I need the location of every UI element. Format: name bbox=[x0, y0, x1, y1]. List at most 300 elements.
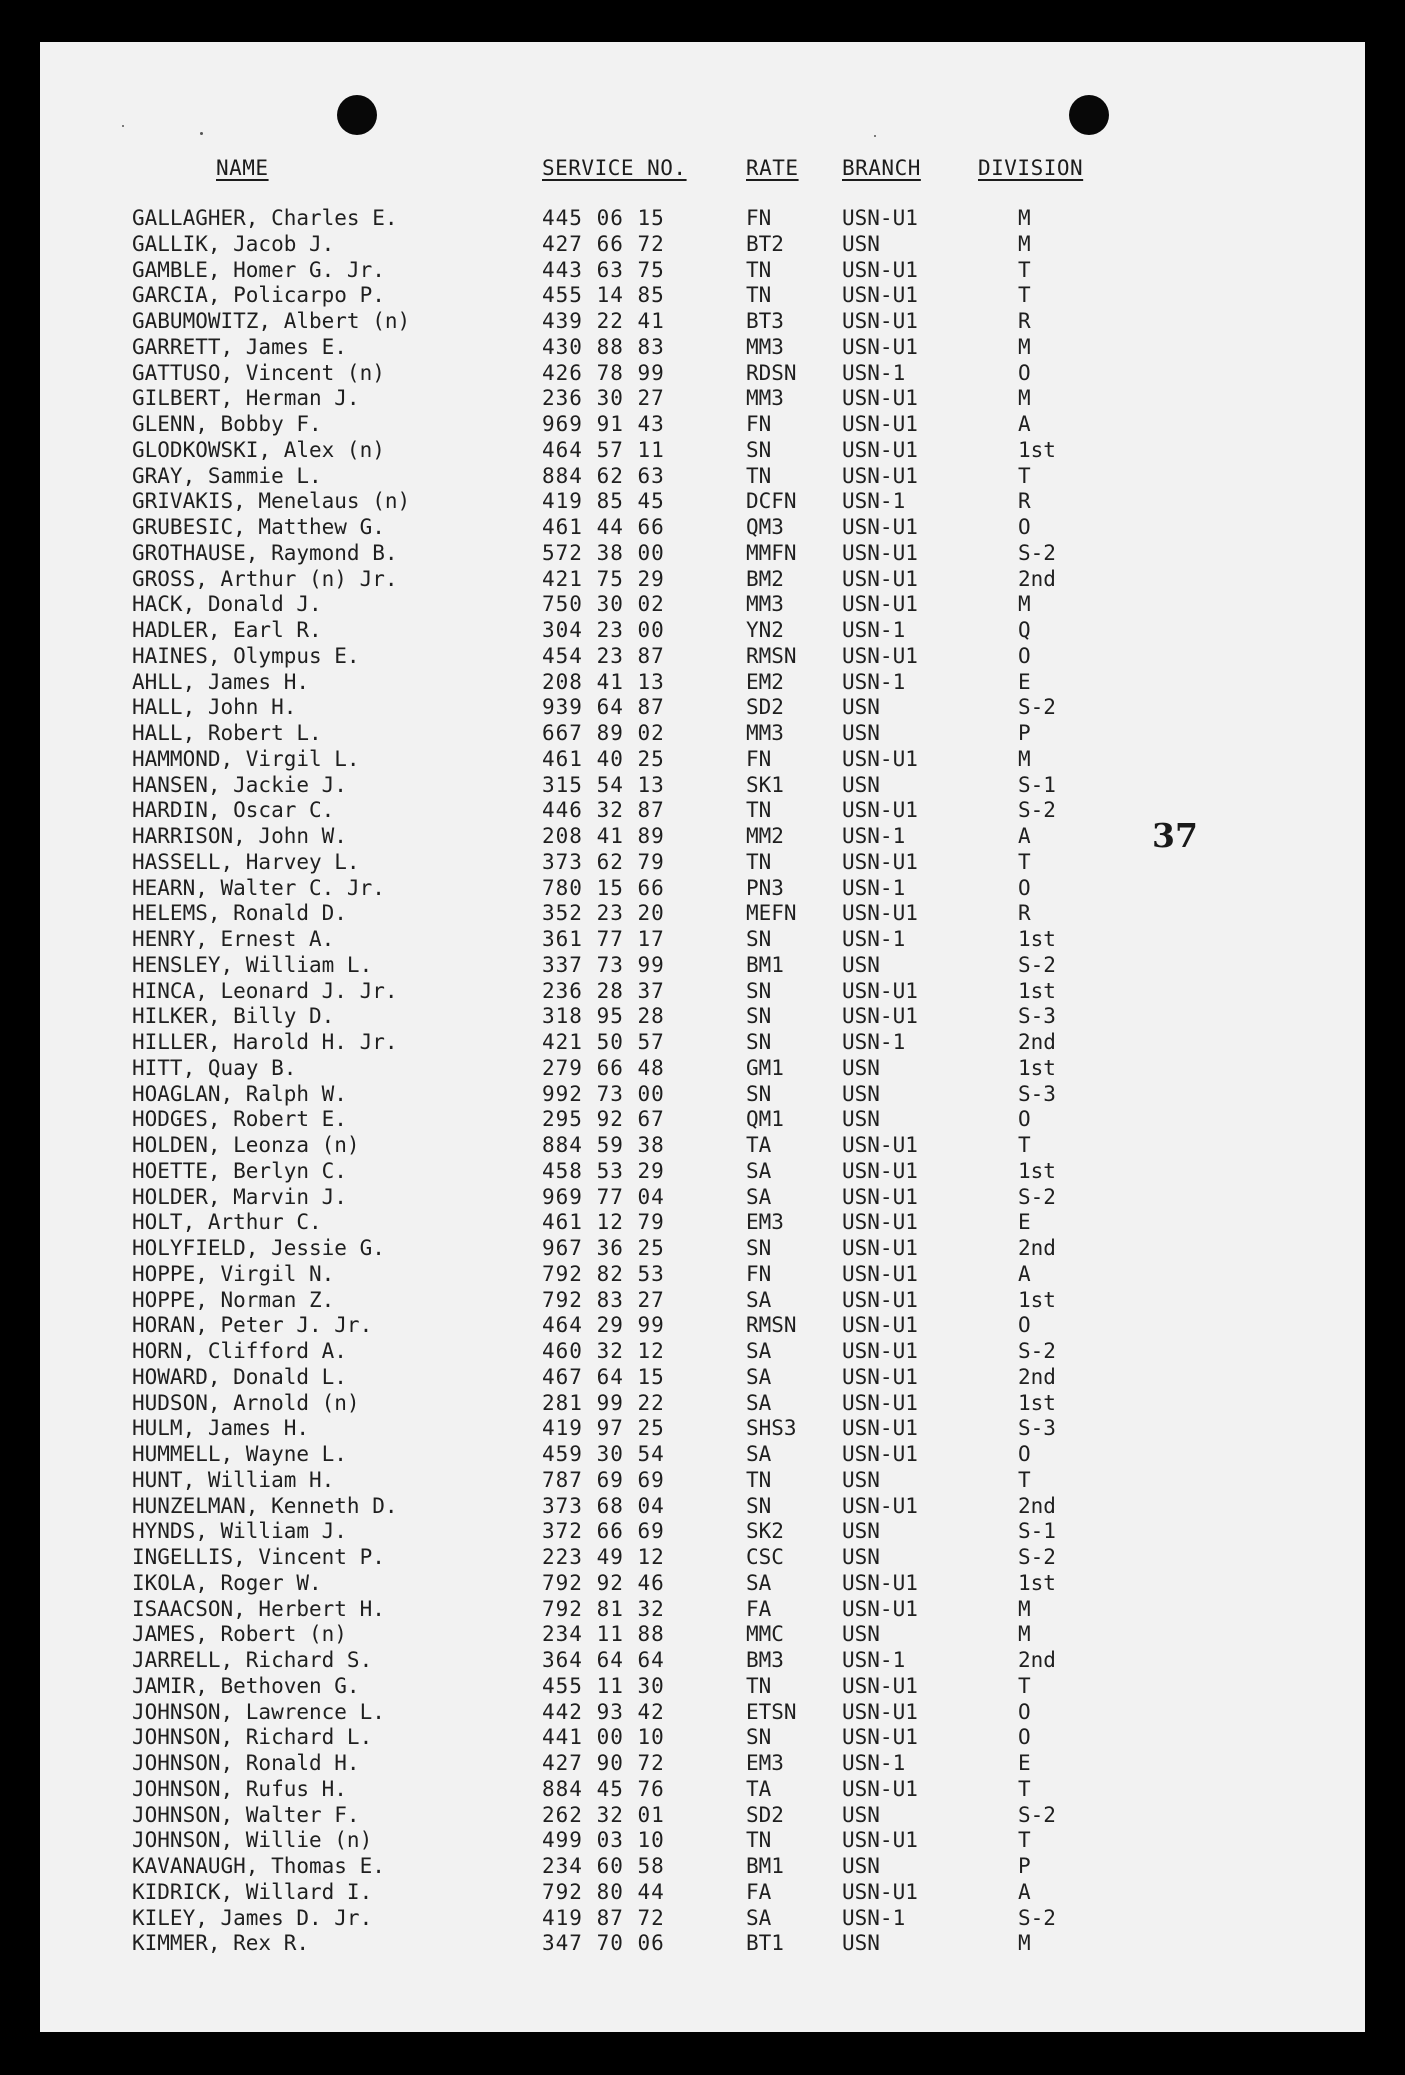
branch-code: USN-1 bbox=[842, 875, 906, 900]
division-code: O bbox=[1018, 1725, 1031, 1750]
service-number: 208 41 13 bbox=[542, 669, 665, 694]
header-service-no: SERVICE NO. bbox=[542, 156, 687, 180]
rate-code: TN bbox=[746, 849, 772, 874]
sailor-name: HILLER, Harold H. Jr. bbox=[132, 1030, 398, 1054]
division-code: A bbox=[1018, 824, 1031, 848]
sailor-name: KIDRICK, Willard I. bbox=[132, 1879, 373, 1904]
division-code: 1st bbox=[1018, 927, 1056, 951]
rate-code: SN bbox=[746, 1493, 772, 1518]
rate-code: EM2 bbox=[746, 669, 784, 694]
branch-code: USN-U1 bbox=[842, 849, 918, 874]
rate-code: FA bbox=[746, 1596, 772, 1621]
branch-code: USN-U1 bbox=[842, 1339, 918, 1363]
rate-code: SA bbox=[746, 1364, 772, 1389]
branch-code: USN-U1 bbox=[842, 463, 918, 488]
rate-code: TN bbox=[746, 463, 772, 488]
rate-code: TN bbox=[746, 283, 772, 308]
division-code: 1st bbox=[1018, 437, 1056, 462]
branch-code: USN-1 bbox=[842, 927, 906, 951]
sailor-name: HITT, Quay B. bbox=[132, 1055, 297, 1080]
service-number: 458 53 29 bbox=[542, 1158, 665, 1183]
division-code: S-2 bbox=[1018, 1184, 1056, 1209]
rate-code: EM3 bbox=[746, 1751, 784, 1775]
branch-code: USN-U1 bbox=[842, 1673, 918, 1698]
division-code: M bbox=[1018, 1622, 1031, 1647]
header-rate: RATE bbox=[746, 156, 799, 180]
branch-code: USN bbox=[842, 1055, 880, 1080]
punch-hole bbox=[1069, 95, 1109, 135]
roster-row bbox=[40, 309, 1365, 335]
roster-row bbox=[40, 1339, 1365, 1365]
branch-code: USN-U1 bbox=[842, 437, 918, 462]
service-number: 459 30 54 bbox=[542, 1442, 665, 1466]
service-number: 884 62 63 bbox=[542, 463, 665, 488]
rate-code: GM1 bbox=[746, 1055, 784, 1080]
rate-code: FN bbox=[746, 206, 772, 230]
service-number: 315 54 13 bbox=[542, 772, 665, 797]
sailor-name: JOHNSON, Lawrence L. bbox=[132, 1699, 385, 1724]
branch-code: USN-1 bbox=[842, 824, 906, 848]
punch-hole bbox=[337, 95, 377, 135]
service-number: 455 11 30 bbox=[542, 1673, 665, 1698]
paper-speck bbox=[122, 125, 124, 127]
sailor-name: HAMMOND, Virgil L. bbox=[132, 746, 360, 771]
roster-row bbox=[40, 1854, 1365, 1880]
sailor-name: JOHNSON, Walter F. bbox=[132, 1802, 360, 1827]
branch-code: USN-U1 bbox=[842, 1725, 918, 1750]
rate-code: SK2 bbox=[746, 1519, 784, 1544]
rate-code: SA bbox=[746, 1287, 772, 1312]
sailor-name: HOAGLAN, Ralph W. bbox=[132, 1081, 347, 1106]
rate-code: EM3 bbox=[746, 1210, 784, 1235]
division-code: T bbox=[1018, 1673, 1031, 1698]
roster-row bbox=[40, 644, 1365, 670]
branch-code: USN-U1 bbox=[842, 540, 918, 565]
sailor-name: HUNZELMAN, Kenneth D. bbox=[132, 1493, 398, 1518]
sailor-name: GAMBLE, Homer G. Jr. bbox=[132, 257, 385, 282]
branch-code: USN-U1 bbox=[842, 206, 918, 230]
sailor-name: KAVANAUGH, Thomas E. bbox=[132, 1854, 385, 1878]
service-number: 792 83 27 bbox=[542, 1287, 665, 1312]
division-code: R bbox=[1018, 489, 1031, 514]
roster-row bbox=[40, 361, 1365, 387]
division-code: S-1 bbox=[1018, 1519, 1056, 1544]
division-code: 1st bbox=[1018, 1055, 1056, 1080]
sailor-name: HOWARD, Donald L. bbox=[132, 1364, 347, 1389]
service-number: 281 99 22 bbox=[542, 1390, 665, 1415]
sailor-name: HUNT, William H. bbox=[132, 1467, 335, 1492]
sailor-name: GABUMOWITZ, Albert (n) bbox=[132, 309, 411, 333]
sailor-name: GROTHAUSE, Raymond B. bbox=[132, 540, 398, 565]
roster-row bbox=[40, 335, 1365, 361]
rate-code: TN bbox=[746, 257, 772, 282]
service-number: 441 00 10 bbox=[542, 1725, 665, 1750]
rate-code: SN bbox=[746, 1236, 772, 1260]
branch-code: USN-1 bbox=[842, 618, 906, 642]
service-number: 295 92 67 bbox=[542, 1107, 665, 1132]
roster-row bbox=[40, 567, 1365, 593]
division-code: S-1 bbox=[1018, 772, 1056, 797]
rate-code: SD2 bbox=[746, 1802, 784, 1827]
service-number: 787 69 69 bbox=[542, 1467, 665, 1492]
service-number: 279 66 48 bbox=[542, 1055, 665, 1080]
branch-code: USN-U1 bbox=[842, 1776, 918, 1801]
rate-code: SN bbox=[746, 1081, 772, 1106]
sailor-name: HADLER, Earl R. bbox=[132, 618, 322, 642]
service-number: 419 85 45 bbox=[542, 489, 665, 514]
service-number: 234 11 88 bbox=[542, 1622, 665, 1647]
roster-row bbox=[40, 618, 1365, 644]
service-number: 430 88 83 bbox=[542, 334, 665, 359]
service-number: 223 49 12 bbox=[542, 1545, 665, 1569]
branch-code: USN-U1 bbox=[842, 309, 918, 333]
branch-code: USN-U1 bbox=[842, 798, 918, 823]
roster-row bbox=[40, 747, 1365, 773]
division-code: S-3 bbox=[1018, 1081, 1056, 1106]
branch-code: USN-U1 bbox=[842, 1261, 918, 1286]
sailor-name: HULM, James H. bbox=[132, 1416, 310, 1441]
division-code: A bbox=[1018, 1261, 1031, 1286]
rate-code: TA bbox=[746, 1133, 772, 1157]
roster-row bbox=[40, 1571, 1365, 1597]
service-number: 446 32 87 bbox=[542, 798, 665, 823]
service-number: 304 23 00 bbox=[542, 618, 665, 642]
branch-code: USN bbox=[842, 1107, 880, 1132]
roster-row bbox=[40, 773, 1365, 799]
rate-code: SN bbox=[746, 1725, 772, 1750]
division-code: S-2 bbox=[1018, 1905, 1056, 1930]
division-code: S-2 bbox=[1018, 695, 1056, 720]
service-number: 884 45 76 bbox=[542, 1776, 665, 1801]
branch-code: USN-U1 bbox=[842, 592, 918, 617]
service-number: 364 64 64 bbox=[542, 1648, 665, 1672]
rate-code: MM3 bbox=[746, 334, 784, 359]
rate-code: BT3 bbox=[746, 309, 784, 333]
division-code: S-2 bbox=[1018, 1802, 1056, 1827]
sailor-name: HORAN, Peter J. Jr. bbox=[132, 1313, 373, 1338]
roster-row bbox=[40, 670, 1365, 696]
roster-row bbox=[40, 1082, 1365, 1108]
rate-code: MMFN bbox=[746, 540, 797, 565]
service-number: 337 73 99 bbox=[542, 952, 665, 977]
branch-code: USN bbox=[842, 1931, 880, 1956]
branch-code: USN bbox=[842, 721, 880, 745]
branch-code: USN-1 bbox=[842, 1030, 906, 1054]
rate-code: SN bbox=[746, 978, 772, 1003]
branch-code: USN-1 bbox=[842, 360, 906, 385]
division-code: M bbox=[1018, 206, 1031, 230]
rate-code: BM2 bbox=[746, 566, 784, 591]
roster-row bbox=[40, 438, 1365, 464]
roster-row bbox=[40, 953, 1365, 979]
branch-code: USN-U1 bbox=[842, 1493, 918, 1518]
roster-row bbox=[40, 1004, 1365, 1030]
rate-code: RMSN bbox=[746, 1313, 797, 1338]
division-code: T bbox=[1018, 1133, 1031, 1157]
service-number: 969 91 43 bbox=[542, 412, 665, 436]
service-number: 372 66 69 bbox=[542, 1519, 665, 1544]
sailor-name: JAMES, Robert (n) bbox=[132, 1622, 347, 1647]
branch-code: USN-U1 bbox=[842, 1287, 918, 1312]
roster-row bbox=[40, 541, 1365, 567]
division-code: O bbox=[1018, 1313, 1031, 1338]
sailor-name: JOHNSON, Ronald H. bbox=[132, 1751, 360, 1775]
roster-row bbox=[40, 1803, 1365, 1829]
roster-row bbox=[40, 1442, 1365, 1468]
rate-code: TN bbox=[746, 1673, 772, 1698]
division-code: O bbox=[1018, 1442, 1031, 1466]
roster-row bbox=[40, 1519, 1365, 1545]
roster-row bbox=[40, 283, 1365, 309]
division-code: O bbox=[1018, 875, 1031, 900]
division-code: 2nd bbox=[1018, 1648, 1056, 1672]
division-code: A bbox=[1018, 1879, 1031, 1904]
branch-code: USN-1 bbox=[842, 1751, 906, 1775]
sailor-name: HOLDEN, Leonza (n) bbox=[132, 1133, 360, 1157]
rate-code: BM1 bbox=[746, 1854, 784, 1878]
division-code: T bbox=[1018, 849, 1031, 874]
branch-code: USN bbox=[842, 1802, 880, 1827]
roster-row bbox=[40, 876, 1365, 902]
sailor-name: GRAY, Sammie L. bbox=[132, 463, 322, 488]
rate-code: SHS3 bbox=[746, 1416, 797, 1441]
division-code: M bbox=[1018, 746, 1031, 771]
branch-code: USN-U1 bbox=[842, 978, 918, 1003]
roster-row bbox=[40, 1107, 1365, 1133]
service-number: 208 41 89 bbox=[542, 824, 665, 848]
rate-code: MM3 bbox=[746, 592, 784, 617]
division-code: 1st bbox=[1018, 978, 1056, 1003]
division-code: S-3 bbox=[1018, 1416, 1056, 1441]
service-number: 499 03 10 bbox=[542, 1828, 665, 1853]
branch-code: USN-U1 bbox=[842, 515, 918, 539]
branch-code: USN-U1 bbox=[842, 1442, 918, 1466]
branch-code: USN-U1 bbox=[842, 1184, 918, 1209]
division-code: S-2 bbox=[1018, 952, 1056, 977]
rate-code: SN bbox=[746, 437, 772, 462]
sailor-name: HALL, Robert L. bbox=[132, 721, 322, 745]
branch-code: USN-1 bbox=[842, 489, 906, 514]
roster-row bbox=[40, 1597, 1365, 1623]
sailor-name: JOHNSON, Richard L. bbox=[132, 1725, 373, 1750]
service-number: 352 23 20 bbox=[542, 901, 665, 926]
service-number: 347 70 06 bbox=[542, 1931, 665, 1956]
rate-code: RDSN bbox=[746, 360, 797, 385]
sailor-name: HOLT, Arthur C. bbox=[132, 1210, 322, 1235]
sailor-name: GLENN, Bobby F. bbox=[132, 412, 322, 436]
division-code: T bbox=[1018, 463, 1031, 488]
rate-code: SD2 bbox=[746, 695, 784, 720]
service-number: 445 06 15 bbox=[542, 206, 665, 230]
sailor-name: HODGES, Robert E. bbox=[132, 1107, 347, 1132]
sailor-name: HALL, John H. bbox=[132, 695, 297, 720]
paper-speck bbox=[874, 135, 876, 137]
division-code: 2nd bbox=[1018, 566, 1056, 591]
branch-code: USN bbox=[842, 1519, 880, 1544]
rate-code: SK1 bbox=[746, 772, 784, 797]
roster-row bbox=[40, 1313, 1365, 1339]
service-number: 373 62 79 bbox=[542, 849, 665, 874]
rate-code: SA bbox=[746, 1905, 772, 1930]
service-number: 427 66 72 bbox=[542, 231, 665, 256]
sailor-name: HOETTE, Berlyn C. bbox=[132, 1158, 347, 1183]
service-number: 780 15 66 bbox=[542, 875, 665, 900]
branch-code: USN bbox=[842, 1545, 880, 1569]
rate-code: FN bbox=[746, 746, 772, 771]
service-number: 236 30 27 bbox=[542, 386, 665, 411]
service-number: 426 78 99 bbox=[542, 360, 665, 385]
roster-list bbox=[40, 206, 1365, 1957]
branch-code: USN-U1 bbox=[842, 1313, 918, 1338]
branch-code: USN bbox=[842, 1081, 880, 1106]
roster-row bbox=[40, 1365, 1365, 1391]
roster-row bbox=[40, 721, 1365, 747]
service-number: 460 32 12 bbox=[542, 1339, 665, 1363]
rate-code: BM1 bbox=[746, 952, 784, 977]
branch-code: USN bbox=[842, 952, 880, 977]
rate-code: MM2 bbox=[746, 824, 784, 848]
page-number: 37 bbox=[1152, 816, 1198, 855]
rate-code: BM3 bbox=[746, 1648, 784, 1672]
service-number: 234 60 58 bbox=[542, 1854, 665, 1878]
branch-code: USN-U1 bbox=[842, 1596, 918, 1621]
service-number: 792 92 46 bbox=[542, 1570, 665, 1595]
rate-code: FN bbox=[746, 412, 772, 436]
roster-row bbox=[40, 1468, 1365, 1494]
roster-row bbox=[40, 1751, 1365, 1777]
division-code: M bbox=[1018, 592, 1031, 617]
roster-row bbox=[40, 1494, 1365, 1520]
division-code: 2nd bbox=[1018, 1493, 1056, 1518]
division-code: T bbox=[1018, 1828, 1031, 1853]
sailor-name: HINCA, Leonard J. Jr. bbox=[132, 978, 398, 1003]
branch-code: USN-U1 bbox=[842, 1390, 918, 1415]
rate-code: QM3 bbox=[746, 515, 784, 539]
sailor-name: HOPPE, Virgil N. bbox=[132, 1261, 335, 1286]
division-code: 1st bbox=[1018, 1570, 1056, 1595]
sailor-name: HEARN, Walter C. Jr. bbox=[132, 875, 385, 900]
sailor-name: GRUBESIC, Matthew G. bbox=[132, 515, 385, 539]
division-code: O bbox=[1018, 1699, 1031, 1724]
sailor-name: HUDSON, Arnold (n) bbox=[132, 1390, 360, 1415]
division-code: P bbox=[1018, 721, 1031, 745]
roster-row bbox=[40, 1545, 1365, 1571]
roster-row bbox=[40, 1391, 1365, 1417]
roster-row bbox=[40, 232, 1365, 258]
roster-row bbox=[40, 1648, 1365, 1674]
roster-row bbox=[40, 1210, 1365, 1236]
branch-code: USN-U1 bbox=[842, 1236, 918, 1260]
sailor-name: JARRELL, Richard S. bbox=[132, 1648, 373, 1672]
division-code: 2nd bbox=[1018, 1364, 1056, 1389]
rate-code: CSC bbox=[746, 1545, 784, 1569]
service-number: 439 22 41 bbox=[542, 309, 665, 333]
division-code: R bbox=[1018, 309, 1031, 333]
roster-row bbox=[40, 1262, 1365, 1288]
sailor-name: GROSS, Arthur (n) Jr. bbox=[132, 566, 398, 591]
service-number: 373 68 04 bbox=[542, 1493, 665, 1518]
service-number: 572 38 00 bbox=[542, 540, 665, 565]
service-number: 992 73 00 bbox=[542, 1081, 665, 1106]
service-number: 262 32 01 bbox=[542, 1802, 665, 1827]
roster-row bbox=[40, 927, 1365, 953]
sailor-name: GALLIK, Jacob J. bbox=[132, 231, 335, 256]
division-code: E bbox=[1018, 669, 1031, 694]
rate-code: BT1 bbox=[746, 1931, 784, 1956]
service-number: 939 64 87 bbox=[542, 695, 665, 720]
rate-code: SA bbox=[746, 1184, 772, 1209]
rate-code: MMC bbox=[746, 1622, 784, 1647]
roster-row bbox=[40, 412, 1365, 438]
rate-code: FA bbox=[746, 1879, 772, 1904]
roster-row bbox=[40, 489, 1365, 515]
service-number: 421 75 29 bbox=[542, 566, 665, 591]
branch-code: USN-U1 bbox=[842, 1210, 918, 1235]
branch-code: USN-U1 bbox=[842, 1158, 918, 1183]
roster-row bbox=[40, 258, 1365, 284]
roster-row bbox=[40, 592, 1365, 618]
sailor-name: GRIVAKIS, Menelaus (n) bbox=[132, 489, 411, 514]
branch-code: USN-U1 bbox=[842, 746, 918, 771]
service-number: 967 36 25 bbox=[542, 1236, 665, 1260]
service-number: 419 97 25 bbox=[542, 1416, 665, 1441]
roster-row bbox=[40, 1725, 1365, 1751]
sailor-name: HYNDS, William J. bbox=[132, 1519, 347, 1544]
sailor-name: HILKER, Billy D. bbox=[132, 1004, 335, 1029]
roster-row bbox=[40, 1700, 1365, 1726]
branch-code: USN bbox=[842, 1622, 880, 1647]
division-code: T bbox=[1018, 283, 1031, 308]
header-branch: BRANCH bbox=[842, 156, 921, 180]
service-number: 461 40 25 bbox=[542, 746, 665, 771]
service-number: 792 81 32 bbox=[542, 1596, 665, 1621]
branch-code: USN-U1 bbox=[842, 1879, 918, 1904]
service-number: 464 29 99 bbox=[542, 1313, 665, 1338]
division-code: O bbox=[1018, 643, 1031, 668]
branch-code: USN-U1 bbox=[842, 1570, 918, 1595]
rate-code: PN3 bbox=[746, 875, 784, 900]
branch-code: USN-U1 bbox=[842, 1699, 918, 1724]
roster-row bbox=[40, 1416, 1365, 1442]
roster-row bbox=[40, 464, 1365, 490]
paper-speck bbox=[200, 132, 203, 135]
service-number: 318 95 28 bbox=[542, 1004, 665, 1029]
division-code: 1st bbox=[1018, 1158, 1056, 1183]
service-number: 443 63 75 bbox=[542, 257, 665, 282]
rate-code: MM3 bbox=[746, 386, 784, 411]
sailor-name: HOLDER, Marvin J. bbox=[132, 1184, 347, 1209]
header-division: DIVISION bbox=[978, 156, 1084, 180]
roster-row bbox=[40, 1288, 1365, 1314]
branch-code: USN bbox=[842, 1854, 880, 1878]
sailor-name: GILBERT, Herman J. bbox=[132, 386, 360, 411]
branch-code: USN-1 bbox=[842, 1905, 906, 1930]
roster-page bbox=[40, 42, 1365, 2032]
roster-row bbox=[40, 1880, 1365, 1906]
branch-code: USN-U1 bbox=[842, 1364, 918, 1389]
sailor-name: INGELLIS, Vincent P. bbox=[132, 1545, 385, 1569]
sailor-name: KIMMER, Rex R. bbox=[132, 1931, 310, 1956]
rate-code: SN bbox=[746, 1030, 772, 1054]
sailor-name: KILEY, James D. Jr. bbox=[132, 1905, 373, 1930]
sailor-name: HOLYFIELD, Jessie G. bbox=[132, 1236, 385, 1260]
roster-row bbox=[40, 979, 1365, 1005]
rate-code: TN bbox=[746, 1467, 772, 1492]
branch-code: USN-U1 bbox=[842, 1828, 918, 1853]
branch-code: USN-U1 bbox=[842, 566, 918, 591]
roster-row bbox=[40, 1674, 1365, 1700]
service-number: 792 82 53 bbox=[542, 1261, 665, 1286]
